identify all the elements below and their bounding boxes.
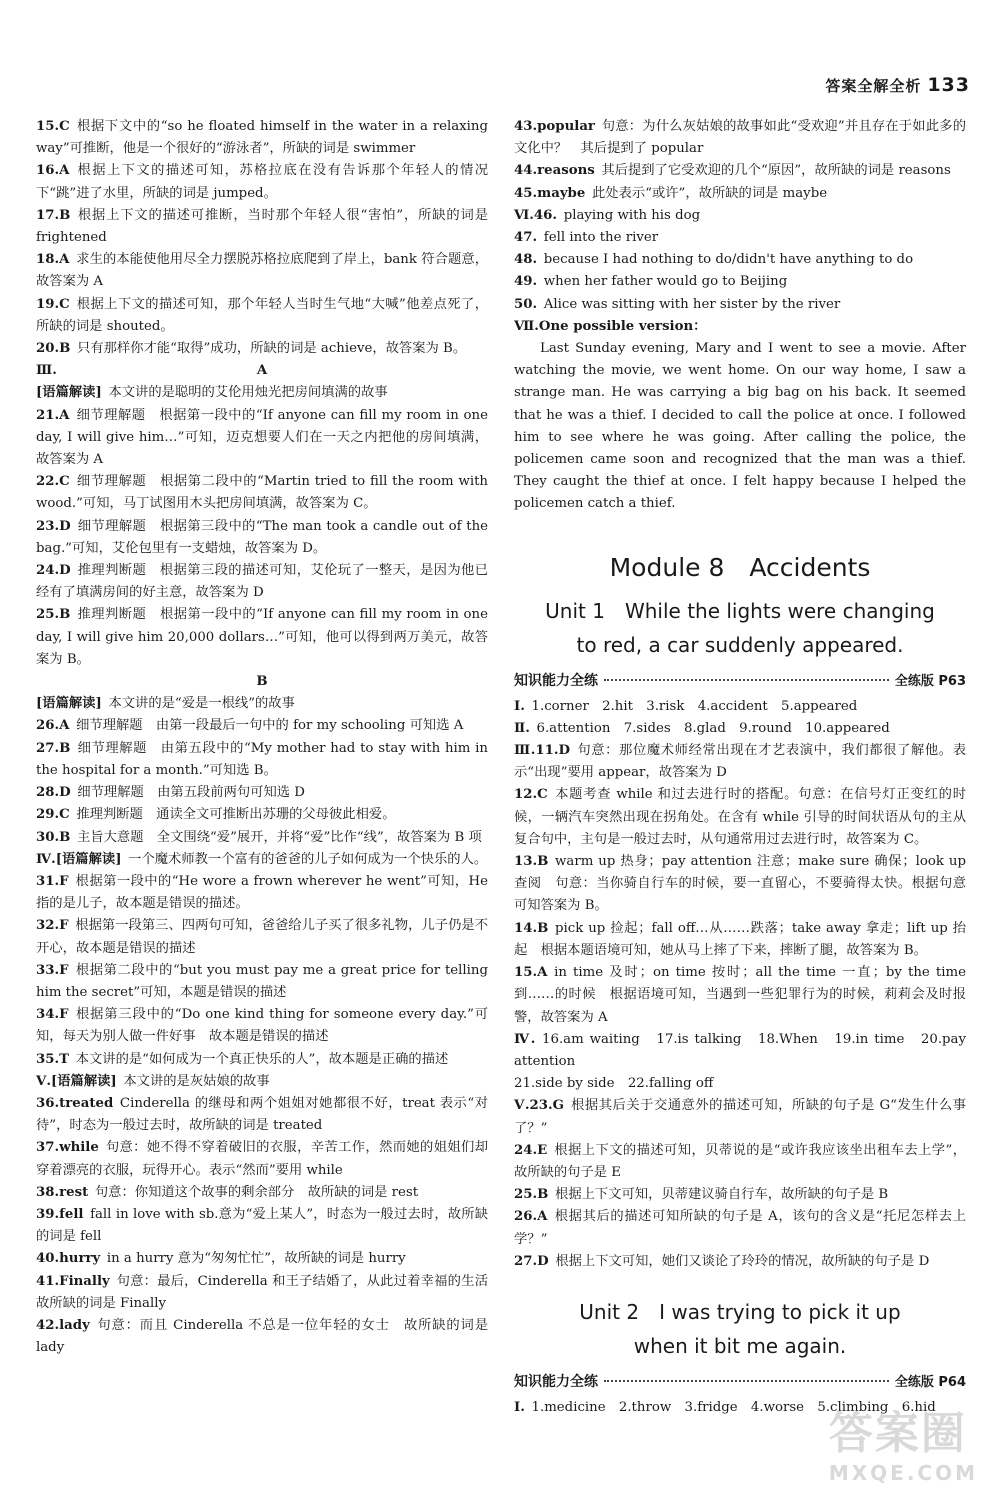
answer-text: 主旨大意题 全文围绕“爱”展开，并将“爱”比作“线”，故答案为 B 项	[77, 829, 482, 845]
unit2-title-line1: Unit 2 I was trying to pick it up	[579, 1299, 901, 1324]
section-bar-ref: 全练版 P63	[894, 673, 966, 689]
answer-item	[36, 116, 488, 160]
answer-number: 29.C	[36, 807, 70, 823]
answer-text: 根据第一段第三、四两句可知，爸爸给儿子买了很多礼物，儿子仍是不开心，故本题是错误的描述	[36, 918, 488, 956]
answer-number: 34.F	[36, 1007, 69, 1023]
answer-item	[36, 782, 488, 804]
answer-number: 15.A	[514, 965, 548, 981]
answer-item	[36, 338, 488, 360]
answer-text: fall in love with sb.意为“爱上某人”，时态为一般过去时，故所缺的词是 fell	[36, 1206, 488, 1245]
answer-item	[514, 249, 966, 271]
answer-number: 45.maybe	[514, 185, 586, 201]
answer-item	[514, 1206, 966, 1250]
answer-number: 12.C	[514, 787, 548, 803]
answer-number: 18.A	[36, 252, 70, 268]
answer-item	[36, 1182, 488, 1204]
answer-text: 句意：你知道这个故事的剩余部分 故所缺的词是 rest	[94, 1184, 419, 1200]
answer-item	[36, 560, 488, 604]
answer-item	[514, 1140, 966, 1184]
answer-number: 50.	[514, 296, 538, 312]
answer-text: 本文讲的是“爱是一根线”的故事	[108, 696, 295, 712]
answer-item	[36, 1248, 488, 1270]
answer-number: 37.while	[36, 1140, 99, 1156]
answer-item	[514, 205, 966, 227]
unit2-title	[514, 1295, 966, 1363]
page-number: 133	[927, 74, 970, 96]
unit1-title	[514, 594, 966, 662]
answer-item	[36, 960, 488, 1004]
answer-number: 47.	[514, 230, 538, 246]
answer-text: 句意：她不得不穿着破旧的衣服，辛苦工作，然而她的姐姐们却穿着漂亮的衣服，玩得开心。表示“然而”要用 while	[36, 1140, 488, 1178]
answer-item	[36, 1093, 488, 1137]
answer-number: 33.F	[36, 962, 69, 978]
answer-text: 根据第二段中的“but you must pay me a great price for telling him the secret”可知，本题是错误的描述	[36, 962, 488, 1000]
answer-item	[514, 1095, 966, 1139]
answer-item	[36, 693, 488, 715]
unit1-title-line2: to red, a car suddenly appeared.	[576, 632, 904, 657]
answer-number: 27.B	[36, 740, 71, 756]
answer-number: Ⅰ.	[514, 1399, 525, 1415]
answer-text: 根据上下文的描述可知，贝蒂说的是“或许我应该坐出租车去上学”，故所缺的句子是 E	[514, 1142, 966, 1180]
answer-number: 22.C	[36, 474, 70, 490]
header-title: 答案全解全析	[825, 77, 922, 95]
answer-item	[36, 1137, 488, 1181]
answers-43-50	[514, 116, 966, 338]
answer-text: 本文讲的是“如何成为一个真正快乐的人”，故本题是正确的描述	[75, 1051, 449, 1067]
answer-item	[514, 227, 966, 249]
answer-number: 28.D	[36, 785, 71, 801]
answer-number: 36.treated	[36, 1095, 114, 1111]
answer-number: 35.T	[36, 1051, 70, 1067]
answer-number: 44.reasons	[514, 163, 595, 179]
answer-text: 一个魔术师教一个富有的爸爸的儿子如何成为一个快乐的人。	[128, 851, 488, 867]
answer-item	[36, 1004, 488, 1048]
section-heading	[36, 360, 488, 382]
answer-text: 根据下文中的“so he floated himself in the water in a relaxing way”可推断，他是一个很好的“游泳者”，所缺的词是 swimmer	[36, 119, 488, 157]
answer-number: 25.B	[36, 607, 71, 623]
answer-number: 24.E	[514, 1142, 548, 1158]
answer-number: Ⅵ.46.	[514, 207, 558, 223]
answer-number: 25.B	[514, 1187, 549, 1203]
essay-text: Last Sunday evening, Mary and I went to see a movie. After watching the movie, we went home. On our way home, I saw a strange man. He was carrying a big bag on his back. It seemed that he was a thief. I decided to call the police at once. I followed him to see where he was going. After calling the police, the policemen came soon and recognized that the man was a thief. They caught the thief at once. I felt happy because I helped the policemen catch a thief.	[514, 341, 966, 512]
answer-number: 49.	[514, 274, 538, 290]
answer-number: Ⅴ.[语篇解读]	[36, 1073, 117, 1089]
answer-text: 根据其后关于交通意外的描述可知，所缺的句子是 G“发生什么事了？”	[514, 1098, 966, 1136]
answer-item	[514, 1184, 966, 1206]
answer-text: because I had nothing to do/didn't have anything to do	[543, 252, 914, 268]
answer-item	[514, 740, 966, 784]
answer-number: 26.A	[36, 718, 70, 734]
answer-number: 13.B	[514, 854, 549, 870]
answer-text: 21.side by side 22.falling off	[514, 1076, 714, 1092]
answer-text: 细节理解题 由第五段前两句可知选 D	[77, 785, 305, 801]
answer-number: 48.	[514, 252, 538, 268]
answer-item	[36, 294, 488, 338]
watermark-url: MXQE.COM	[828, 1461, 978, 1485]
answer-item	[514, 294, 966, 316]
answer-number: Ⅱ.	[514, 720, 530, 736]
answer-item	[36, 160, 488, 204]
answer-text: 句意：最后，Cinderella 和王子结婚了，从此过着幸福的生活 故所缺的词是 Finally	[36, 1273, 502, 1311]
answer-item	[36, 1049, 488, 1071]
answer-text: fell into the river	[543, 230, 659, 246]
answer-text: Alice was sitting with her sister by the river	[543, 296, 841, 312]
answer-text: 本题考查 while 和过去进行时的搭配。句意：在信号灯正变红的时候，一辆汽车突然出现在拐角处。在含有 while 引导的时间状语从句的主从复合句中，主句是一般过去时，从句通常用过去进行时，故答案为 C。	[514, 787, 966, 847]
unit1-title-line1: Unit 1 While the lights were changing	[545, 598, 935, 623]
answer-text: 此处表示“或许”，故所缺的词是 maybe	[591, 185, 828, 201]
answer-text: 根据上下文的描述可推断，当时那个年轻人很“害怕”，所缺的词是 frightened	[36, 207, 488, 246]
right-column	[514, 116, 966, 1419]
watermark-text: 答案圈	[828, 1408, 967, 1459]
section-number: Ⅲ.	[36, 363, 57, 379]
answer-number: 14.B	[514, 920, 549, 936]
answer-text: 16.am waiting 17.is talking 18.When 19.in time 20.pay attention	[514, 1031, 966, 1069]
answer-item	[514, 784, 966, 851]
answer-item	[36, 849, 488, 871]
answer-item	[36, 1271, 502, 1315]
section-bar-ref: 全练版 P64	[894, 1374, 966, 1390]
answer-number: 26.A	[514, 1209, 548, 1225]
answer-text: 根据上下文的描述可知，那个年轻人当时生气地“大喊”他差点死了，所缺的词是 shouted。	[36, 296, 488, 334]
answer-number: [语篇解读]	[36, 696, 102, 712]
answer-text: 句意：为什么灰姑娘的故事如此“受欢迎”并且存在于如此多的文化中？ 其后提到了 popular	[514, 119, 966, 157]
answer-text: when her father would go to Beijing	[543, 274, 788, 290]
unit1-answers	[514, 696, 966, 1273]
answer-item	[36, 738, 488, 782]
answer-item	[36, 1204, 488, 1248]
answer-number: Ⅶ.One possible version：	[514, 318, 707, 334]
answer-text: 句意：而且 Cinderella 不总是一位年轻的女士 故所缺的词是 lady	[36, 1317, 488, 1356]
unit2-title-line2: when it bit me again.	[633, 1333, 847, 1358]
answer-text: 求生的本能使他用尽全力摆脱苏格拉底爬到了岸上，bank 符合题意，故答案为 A	[36, 252, 488, 290]
answer-text: 根据第一段中的“He wore a frown wherever he went”可知，He 指的是儿子，故本题是错误的描述。	[36, 873, 488, 912]
answer-item	[36, 604, 488, 671]
watermark-logo	[829, 1397, 978, 1485]
answer-number: 20.B	[36, 341, 71, 357]
answer-text: 细节理解题 由第一段最后一句中的 for my schooling 可知选 A	[76, 718, 464, 734]
answer-number: 31.F	[36, 873, 69, 889]
answer-item	[514, 160, 966, 182]
answer-item	[514, 1251, 966, 1273]
answer-number: 30.B	[36, 829, 71, 845]
answer-text: 只有那样你才能“取得”成功，所缺的词是 achieve，故答案为 B。	[77, 341, 467, 357]
answer-text: 细节理解题 根据第二段中的“Martin tried to fill the room with wood.”可知，马丁试图用木头把房间填满，故答案为 C。	[36, 474, 488, 512]
answer-number: 21.A	[36, 407, 70, 423]
answer-number: 42.lady	[36, 1317, 90, 1333]
answer-text: 6.attention 7.sides 8.glad 9.round 10.appeared	[536, 720, 890, 736]
dotted-leader	[604, 1380, 889, 1382]
answer-item	[36, 471, 488, 515]
answer-text: 1.medicine 2.throw 3.fridge 4.worse 5.climbing 6.hid	[531, 1399, 936, 1415]
answer-item	[36, 715, 488, 737]
answer-number: 38.rest	[36, 1184, 89, 1200]
answer-text: playing with his dog	[563, 207, 701, 223]
answer-item	[36, 516, 488, 560]
answer-text: 根据上下文的描述可知，苏格拉底在没有告诉那个年轻人的情况下“跳”进了水里，所缺的词是 jumped。	[36, 163, 488, 201]
answer-text: 细节理解题 根据第三段中的“The man took a candle out of the bag.”可知，艾伦包里有一支蜡烛，故答案为 D。	[36, 518, 488, 556]
answer-item	[36, 205, 488, 249]
answer-number: Ⅴ.23.G	[514, 1098, 564, 1114]
answer-item	[514, 696, 966, 718]
answer-text: pick up 捡起；fall off…从……跌落；take away 拿走；lift up 抬起 根据本题语境可知，她从马上摔了下来，摔断了腿，故答案为 B。	[514, 920, 966, 958]
answer-text: 根据其后的描述可知所缺的句子是 A，该句的含义是“托尼怎样去上学？”	[514, 1209, 966, 1247]
answer-text: 1.corner 2.hit 3.risk 4.accident 5.appeared	[531, 698, 858, 714]
answer-text: 推理判断题 通读全文可推断出苏珊的父母彼此相爱。	[76, 807, 396, 823]
answer-number: 24.D	[36, 563, 71, 579]
answer-item	[514, 918, 966, 962]
section-bar-label: 知识能力全练	[514, 672, 598, 689]
answer-number: Ⅲ.11.D	[514, 743, 571, 759]
answer-number: 27.D	[514, 1253, 549, 1269]
dotted-leader	[604, 679, 889, 681]
answer-item	[514, 962, 966, 1029]
answer-text: 根据上下文可知，她们又谈论了玲玲的情况，故所缺的句子是 D	[555, 1253, 930, 1269]
answer-item	[514, 183, 966, 205]
answer-text: Cinderella 的继母和两个姐姐对她都很不好，treat 表示“对待”，时态为一般过去时，故所缺的词是 treated	[36, 1095, 488, 1134]
answer-text: 句意：那位魔术师经常出现在才艺表演中，我们都很了解他。表示“出现”要用 appear，故答案为 D	[514, 743, 966, 781]
answer-text: 推理判断题 根据第一段中的“If anyone can fill my room in one day, I will give him 20,000 dollars…”可知，他可以得到两万美元，故答案为 B。	[36, 607, 488, 667]
section-letter: B	[256, 674, 268, 690]
answer-item	[514, 116, 966, 160]
page-header	[825, 74, 970, 96]
answer-item	[36, 827, 488, 849]
answer-item	[36, 382, 488, 404]
answer-item	[514, 851, 966, 918]
answer-number: [语篇解读]	[36, 385, 102, 401]
left-column	[36, 116, 502, 1359]
answer-item	[36, 804, 488, 826]
answer-text: 根据上下文可知，贝蒂建议骑自行车，故所缺的句子是 B	[555, 1187, 889, 1203]
answer-number: 40.hurry	[36, 1251, 101, 1267]
answer-number: 17.B	[36, 207, 71, 223]
answer-text: 根据第三段中的“Do one kind thing for someone every day.”可知，每天为别人做一件好事 故本题是错误的描述	[36, 1007, 488, 1045]
answer-text: 本文讲的是聪明的艾伦用烛光把房间填满的故事	[108, 385, 388, 401]
section-bar-label: 知识能力全练	[514, 1373, 598, 1390]
answer-number: 23.D	[36, 518, 71, 534]
section-bar-2	[514, 1371, 966, 1391]
answer-number: Ⅳ.	[514, 1031, 536, 1047]
answer-item	[514, 316, 966, 338]
answer-item	[36, 915, 488, 959]
answer-text: 其后提到了它受欢迎的几个“原因”，故所缺的词是 reasons	[601, 163, 951, 179]
answer-item	[36, 1071, 488, 1093]
answer-number: 32.F	[36, 918, 69, 934]
answer-text: 本文讲的是灰姑娘的故事	[123, 1073, 270, 1089]
section-bar-1	[514, 670, 966, 690]
answer-item	[514, 1073, 966, 1095]
answer-item	[514, 1029, 966, 1073]
answer-number: Ⅰ.	[514, 698, 525, 714]
answer-item	[514, 271, 966, 293]
section-heading	[36, 671, 488, 693]
answer-number: 16.A	[36, 163, 70, 179]
answer-item	[36, 405, 488, 472]
answer-number: 19.C	[36, 296, 70, 312]
answer-item	[36, 1315, 488, 1359]
answer-item	[514, 718, 966, 740]
answer-text: 推理判断题 根据第三段的描述可知，艾伦玩了一整天，是因为他已经有了填满房间的好主意，故答案为 D	[36, 563, 488, 601]
answer-number: 15.C	[36, 119, 70, 134]
answer-text: 细节理解题 根据第一段中的“If anyone can fill my room in one day, I will give him…”可知，迈克想要人们在一天之内把他的房间填满，故答案为 A	[36, 407, 488, 468]
answer-text: 细节理解题 由第五段中的“My mother had to stay with him in the hospital for a month.”可知选 B。	[36, 740, 488, 778]
section-letter: A	[256, 363, 268, 379]
answer-number: 39.fell	[36, 1206, 84, 1222]
module-title: Module 8 Accidents	[609, 552, 871, 582]
answer-item	[36, 249, 488, 293]
answer-text: in time 及时；on time 按时；all the time 一直；by the time 到……的时候 根据语境可知，当遇到一些犯罪行为的时候，莉莉会及时报警，故答案为 A	[514, 965, 966, 1025]
answer-number: Ⅳ.[语篇解读]	[36, 851, 122, 867]
answer-number: 43.popular	[514, 119, 595, 134]
answer-item	[36, 871, 488, 915]
answer-text: in a hurry 意为“匆匆忙忙”，故所缺的词是 hurry	[106, 1251, 406, 1267]
answer-number: 41.Finally	[36, 1273, 110, 1289]
answer-text: warm up 热身；pay attention 注意；make sure 确保；look up 查阅 句意：当你骑自行车的时候，要一直留心，不要骑得太快。根据句意可知答案为 B。	[514, 854, 966, 914]
